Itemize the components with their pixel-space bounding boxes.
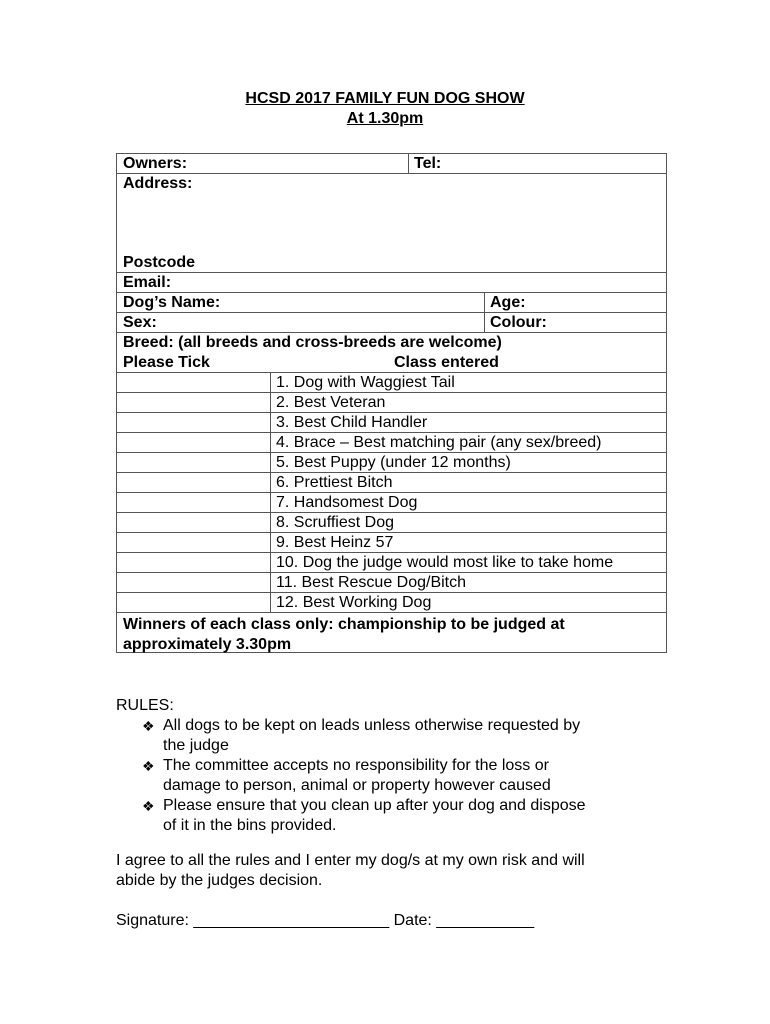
rule-text: of it in the bins provided. (163, 817, 337, 834)
rule-text: Please ensure that you clean up after your dog and dispose (163, 797, 586, 814)
agreement-statement (116, 851, 676, 891)
date-blank: ___________ (436, 912, 535, 929)
address-label: Address: (123, 175, 193, 192)
tick-column-header: Please Tick (123, 354, 210, 371)
colour-label: Colour: (490, 314, 547, 331)
rule-item (116, 716, 676, 756)
rules-section (116, 696, 676, 836)
diamond-bullet-icon: ❖ (142, 758, 155, 774)
entry-form-table (116, 153, 667, 653)
class-item: 11. Best Rescue Dog/Bitch (276, 574, 467, 591)
rule-text: damage to person, animal or property however caused (163, 777, 551, 794)
show-time: At 1.30pm (346, 110, 424, 127)
breed-label: Breed: (all breeds and cross-breeds are welcome) (123, 334, 502, 351)
winners-note-line1: Winners of each class only: championship to be judged at (123, 616, 565, 633)
sex-label: Sex: (123, 314, 157, 331)
rule-text: the judge (163, 737, 229, 754)
class-item: 1. Dog with Waggiest Tail (276, 374, 455, 391)
diamond-bullet-icon: ❖ (142, 718, 155, 734)
postcode-label: Postcode (123, 254, 196, 271)
class-item: 7. Handsomest Dog (276, 494, 418, 511)
diamond-bullet-icon: ❖ (142, 798, 155, 814)
rule-text: All dogs to be kept on leads unless otherwise requested by (163, 717, 581, 734)
class-item: 3. Best Child Handler (276, 414, 428, 431)
date-label: Date: (393, 912, 432, 929)
winners-note-line2: approximately 3.30pm (123, 636, 292, 653)
class-item: 12. Best Working Dog (276, 594, 432, 611)
class-item: 4. Brace – Best matching pair (any sex/breed) (276, 434, 602, 451)
rule-item (116, 756, 676, 796)
signature-label: Signature: (116, 912, 189, 929)
class-item: 5. Best Puppy (under 12 months) (276, 454, 511, 471)
class-item: 2. Best Veteran (276, 394, 386, 411)
rule-text: The committee accepts no responsibility for the loss or (163, 757, 549, 774)
class-item: 8. Scruffiest Dog (276, 514, 394, 531)
agreement-line: abide by the judges decision. (116, 872, 323, 889)
signature-line (116, 911, 676, 931)
agreement-line: I agree to all the rules and I enter my dog/s at my own risk and will (116, 852, 585, 869)
tel-label: Tel: (414, 155, 442, 172)
class-item: 6. Prettiest Bitch (276, 474, 393, 491)
rules-title: RULES: (116, 697, 174, 714)
age-label: Age: (490, 294, 526, 311)
form-title: HCSD 2017 FAMILY FUN DOG SHOW (245, 90, 525, 107)
signature-blank: ______________________ (193, 912, 390, 929)
class-column-header: Class entered (394, 354, 499, 371)
rule-item (116, 796, 676, 836)
dog-name-label: Dog’s Name: (123, 294, 221, 311)
class-item: 9. Best Heinz 57 (276, 534, 394, 551)
class-item: 10. Dog the judge would most like to take home (276, 554, 614, 571)
owners-label: Owners: (123, 155, 188, 172)
email-label: Email: (123, 274, 172, 291)
